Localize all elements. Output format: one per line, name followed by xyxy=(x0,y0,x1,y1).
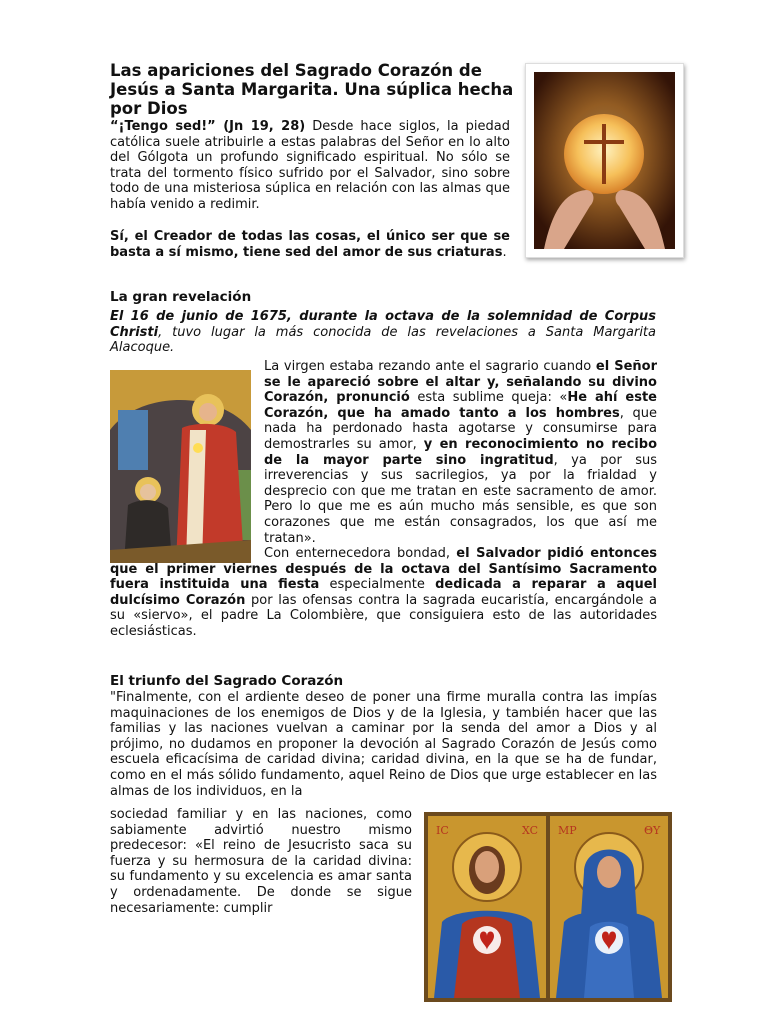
sacred-hearts-icons-image xyxy=(424,812,672,1002)
bold-statement-text: Sí, el Creador de todas las cosas, el único ser que se basta a sí mismo, tiene sed del amor de sus criaturas xyxy=(110,229,510,260)
p1-seg: La virgen estaba rezando ante el sagrario cuando xyxy=(264,359,596,374)
p1-seg-bold: He ahí este Corazón, que ha amado tanto a los hombres xyxy=(264,390,657,421)
section-heading-revelacion: La gran revelación xyxy=(110,289,252,305)
p2-seg: por las ofensas contra la sagrada eucaristía, encargándole a su «siervo», el padre La Colombière, que consiguiera esto de las autoridades eclesiásticas. xyxy=(110,592,657,639)
p2-seg: Con enternecedora bondad, xyxy=(264,546,457,561)
p1-seg: , que nada ha perdonado hasta agotarse y consumirse para demostrarles su amor, xyxy=(264,405,657,452)
p2-seg: especialmente xyxy=(319,577,436,593)
intro-paragraph xyxy=(110,119,510,213)
triunfo-paragraph-continued: sociedad familiar y en las naciones, como sabiamente advirtió nuestro mismo predecesor: «El reino de Jesucristo saca su fuerza y su hermosura de la caridad divina: su fundamento y su excelencia es amar santa y ordenadamente. De donde se sigue necesariamente: cumplir xyxy=(110,807,412,916)
bold-statement-end: . xyxy=(502,244,507,260)
icons-illustration xyxy=(424,812,672,1002)
intro-quote: “¡Tengo sed!” (Jn 19, 28) xyxy=(110,119,306,134)
icon-label-theta: ΘY xyxy=(644,824,661,837)
eucharist-image xyxy=(525,63,684,258)
p2-seg-bold: dedicada a reparar a aquel dulcísimo Corazón xyxy=(110,577,657,608)
p1-seg-bold: y en reconocimiento no recibo de la mayor parte sino ingratitud xyxy=(264,436,657,468)
triunfo-paragraph: "Finalmente, con el ardiente deseo de poner una firme muralla contra las impías maquinaciones de los enemigos de Dios y de la Iglesia, y también hacer que las familias y las naciones vuelvan a caminar por la senda del amor a Dios y al prójimo, no dudamos en proponer la devoción al Sagrado Corazón de Jesús como escuela eficacísima de caridad divina; caridad divina, en la que se ha de fundar, como en el más sólido fundamento, aquel Reino de Dios que urge establecer en las almas de los individuos, en la xyxy=(110,690,657,799)
icon-label-ic: IC xyxy=(436,824,449,837)
p2-seg-bold: el Salvador pidió entonces que el primer viernes después de la octava del Santísimo Sacramento fuera instituida una fiesta xyxy=(110,546,657,593)
host-illustration xyxy=(534,72,675,249)
p1-seg-bold: el Señor se le apareció sobre el altar y, señalando su divino Corazón, pronunció xyxy=(264,359,658,406)
revelacion-lead-bold: El 16 de junio de 1675, durante la octava de la solemnidad de Corpus Christi xyxy=(110,309,656,340)
stained-glass-illustration xyxy=(110,370,251,563)
p1-seg: , ya por sus irreverencias y sus sacrilegios, ya por la frialdad y desprecio con que me tratan en este sacramento de amor. Pero lo que me es aún mucho más sensible, es que son corazones que me están consagrados, los que así me tratan». xyxy=(264,452,657,546)
icon-label-xc: XC xyxy=(522,824,539,837)
intro-bold-statement xyxy=(110,229,510,260)
revelacion-paragraph-1 xyxy=(264,359,657,546)
revelacion-lead xyxy=(110,309,656,356)
stained-glass-image xyxy=(110,370,251,563)
p1-seg: esta sublime queja: « xyxy=(409,390,568,406)
icon-label-mp: MP xyxy=(558,824,577,837)
article-title: Las apariciones del Sagrado Corazón de Jesús a Santa Margarita. Una súplica hecha por Dios xyxy=(110,61,514,118)
revelacion-lead-rest: , tuvo lugar la más conocida de las revelaciones a Santa Margarita Alacoque. xyxy=(110,324,656,356)
revelacion-paragraph-2 xyxy=(110,546,657,640)
intro-text: Desde hace siglos, la piedad católica suele atribuirle a estas palabras del Señor en lo alto del Gólgota un profundo significado espiritual. No sólo se trata del tormento físico sufrido por el Salvador, sino sobre todo de una misteriosa súplica en relación con las almas que había venido a redimir. xyxy=(110,119,510,212)
section-heading-triunfo: El triunfo del Sagrado Corazón xyxy=(110,673,344,689)
